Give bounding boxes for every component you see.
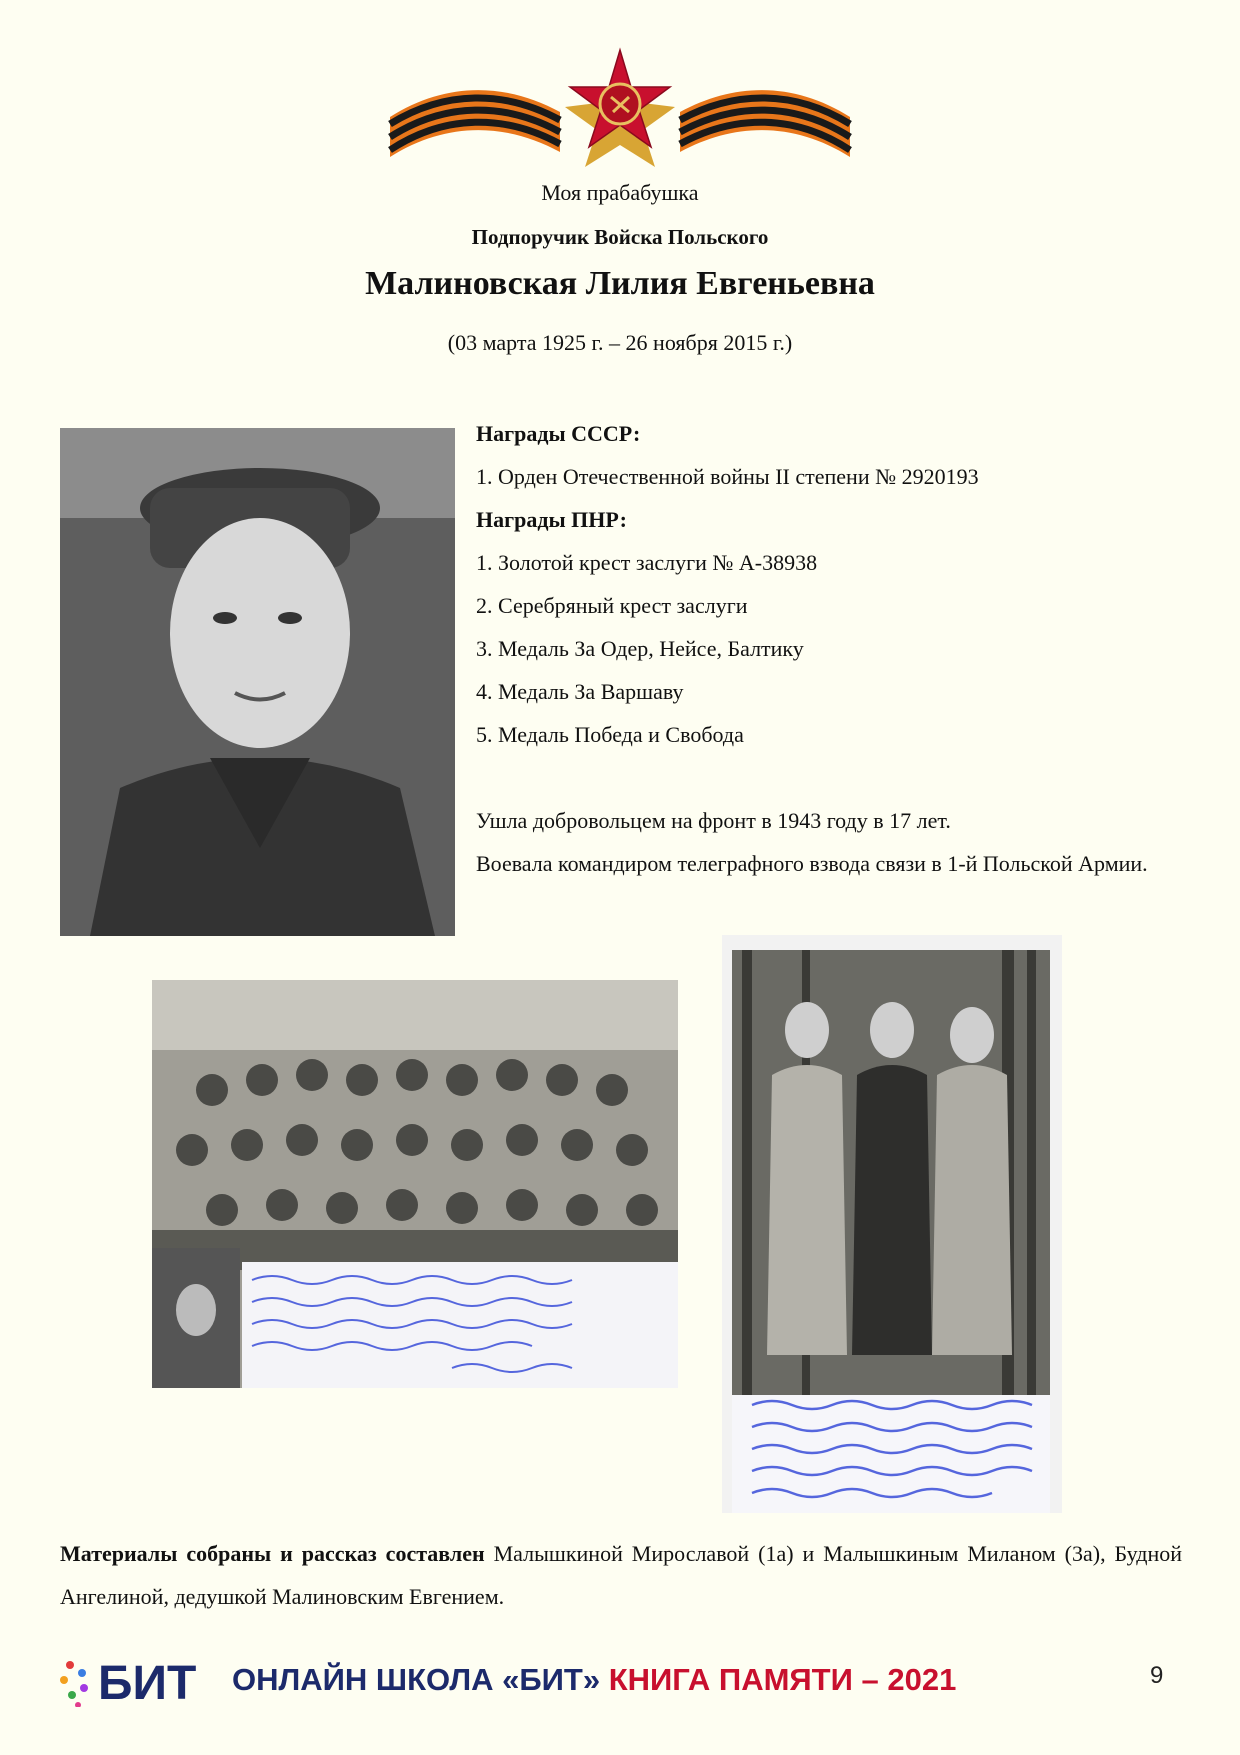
- pnr-award-item: 2. Серебряный крест заслуги: [476, 593, 748, 618]
- subtitle: Моя прабабушка: [541, 180, 699, 205]
- biography: [476, 799, 1182, 885]
- footer-title: [232, 1662, 956, 1698]
- credits-bold: Материалы собраны и рассказ составлен: [60, 1541, 485, 1566]
- portrait-photo: [60, 428, 455, 936]
- bio-line: Ушла добровольцем на фронт в 1943 году в 17 лет.: [476, 808, 951, 833]
- pnr-award-item: 5. Медаль Победа и Свобода: [476, 722, 744, 747]
- pnr-award-item: 1. Золотой крест заслуги № А-38938: [476, 550, 818, 575]
- logo-text: БИТ: [98, 1657, 197, 1707]
- credits-text: Малышкиной Мирославой (1а) и Малышкиным Миланом (3а), Будной Ангелиной, дедушкой Малиновским Евгением.: [60, 1541, 1182, 1609]
- ussr-awards-heading: Награды СССР:: [476, 421, 641, 446]
- person-name: Малиновская Лилия Евгеньевна: [365, 265, 875, 302]
- footer-school: ОНЛАЙН ШКОЛА «БИТ»: [232, 1662, 601, 1697]
- page-number: 9: [1150, 1662, 1164, 1689]
- bio-line: Воевала командиром телеграфного взвода связи в 1-й Польской Армии.: [476, 851, 1148, 876]
- credits-paragraph: [60, 1532, 1182, 1618]
- footer-book: КНИГА ПАМЯТИ – 2021: [608, 1662, 957, 1697]
- awards-section: [476, 412, 1186, 756]
- group-photo: [152, 980, 678, 1388]
- military-rank: Подпоручик Войска Польского: [471, 225, 769, 249]
- pnr-award-item: 3. Медаль За Одер, Нейсе, Балтику: [476, 636, 804, 661]
- pnr-awards-heading: Награды ПНР:: [476, 507, 627, 532]
- three-soldiers-photo: [722, 935, 1062, 1513]
- ussr-award-item: 1. Орден Отечественной войны II степени № 2920193: [476, 464, 979, 489]
- bit-logo-icon: [60, 1653, 220, 1707]
- order-ribbon-emblem-icon: [385, 42, 855, 172]
- pnr-award-item: 4. Медаль За Варшаву: [476, 679, 684, 704]
- life-dates: (03 марта 1925 г. – 26 ноября 2015 г.): [447, 330, 793, 355]
